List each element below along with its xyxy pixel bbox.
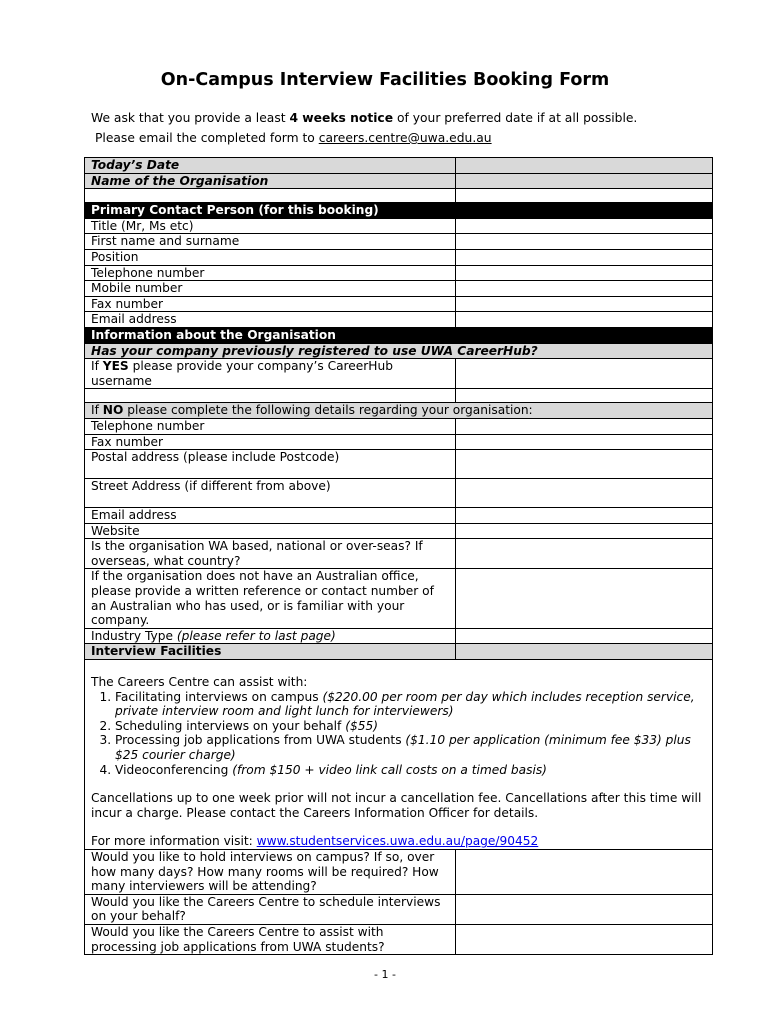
no-emphasis: NO	[102, 403, 124, 418]
schedule-interviews-question: Would you like the Careers Centre to schedule interviews on your behalf?	[85, 894, 456, 924]
wa-based-field[interactable]	[456, 539, 713, 569]
question-row	[85, 849, 713, 894]
spacer-cell	[456, 189, 713, 203]
notice-text-start: We ask that you provide a least	[91, 111, 290, 125]
facilities-info-row	[85, 660, 713, 850]
assist-intro: The Careers Centre can assist with:	[91, 675, 308, 690]
contact-row	[85, 312, 713, 328]
contact-position-label: Position	[85, 249, 456, 265]
org-field-row	[85, 418, 713, 434]
street-address-field[interactable]	[456, 479, 713, 508]
contact-name-label: First name and surname	[85, 234, 456, 250]
booking-form-table	[84, 157, 713, 955]
no-aus-office-label: If the organisation does not have an Australian office, please provide a written reference or contact number of an Australian who has used, or is familiar with your company.	[85, 569, 456, 628]
contact-row	[85, 265, 713, 281]
hold-interviews-question: Would you like to hold interviews on campus? If so, over how many days? How many rooms will be required? How many interviewers will be attending?	[85, 849, 456, 894]
org-field-row	[85, 450, 713, 479]
street-address-label: Street Address (if different from above)	[85, 479, 456, 508]
todays-date-row	[85, 158, 713, 174]
contact-row	[85, 218, 713, 234]
careerhub-question: Has your company previously registered to use UWA CareerHub?	[85, 343, 713, 359]
industry-row	[85, 628, 713, 644]
hold-interviews-answer[interactable]	[456, 849, 713, 894]
service-item	[115, 690, 706, 719]
careers-email-link[interactable]: careers.centre@uwa.edu.au	[318, 131, 492, 145]
service-note: ($55)	[345, 718, 379, 733]
email-instruction	[95, 131, 492, 145]
service-item	[115, 763, 706, 778]
org-field-row	[85, 479, 713, 508]
org-telephone-field[interactable]	[456, 418, 713, 434]
facilities-info	[85, 660, 713, 850]
website-label: Website	[85, 523, 456, 539]
careerhub-username-label	[85, 359, 456, 389]
org-email-label: Email address	[85, 508, 456, 524]
org-name-row	[85, 173, 713, 189]
contact-fax-label: Fax number	[85, 296, 456, 312]
spacer	[91, 820, 706, 834]
yes-emphasis: YES	[102, 359, 129, 374]
org-name-label: Name of the Organisation	[85, 173, 456, 189]
org-fax-label: Fax number	[85, 434, 456, 450]
service-text: Facilitating interviews on campus	[115, 689, 323, 704]
interview-facilities-empty	[456, 644, 713, 660]
org-info-title: Information about the Organisation	[85, 327, 713, 343]
contact-telephone-label: Telephone number	[85, 265, 456, 281]
org-info-header	[85, 327, 713, 343]
org-field-row	[85, 508, 713, 524]
spacer	[91, 777, 706, 791]
process-applications-question: Would you like the Careers Centre to assist with processing job applications from UWA students?	[85, 924, 456, 954]
page-number: - 1 -	[374, 968, 396, 981]
service-text: Scheduling interviews on your behalf	[115, 718, 346, 733]
contact-email-label: Email address	[85, 312, 456, 328]
contact-position-field[interactable]	[456, 249, 713, 265]
contact-email-field[interactable]	[456, 312, 713, 328]
service-item	[115, 719, 706, 734]
industry-type-text: Industry Type	[91, 628, 177, 643]
contact-title-field[interactable]	[456, 218, 713, 234]
postal-address-field[interactable]	[456, 450, 713, 479]
interview-facilities-title: Interview Facilities	[85, 644, 456, 660]
if-yes-prefix: If	[91, 359, 103, 374]
if-no-prefix: If	[91, 403, 103, 418]
industry-type-note: (please refer to last page)	[176, 628, 336, 643]
primary-contact-header	[85, 203, 713, 219]
email-instruction-text: Please email the completed form to	[95, 131, 319, 145]
contact-row	[85, 249, 713, 265]
org-name-field[interactable]	[456, 173, 713, 189]
website-field[interactable]	[456, 523, 713, 539]
contact-telephone-field[interactable]	[456, 265, 713, 281]
more-info-text: For more information visit:	[91, 834, 257, 849]
service-item	[115, 733, 706, 762]
wa-based-label: Is the organisation WA based, national or over-seas? If overseas, what country?	[85, 539, 456, 569]
org-telephone-label: Telephone number	[85, 418, 456, 434]
org-field-row	[85, 523, 713, 539]
more-info-link[interactable]: www.studentservices.uwa.edu.au/page/90452	[256, 834, 539, 849]
primary-contact-title: Primary Contact Person (for this booking)	[85, 203, 713, 219]
service-note: (from $150 + video link call costs on a timed basis)	[232, 762, 547, 777]
if-no-text: please complete the following details regarding your organisation:	[123, 403, 533, 418]
org-field-row	[85, 539, 713, 569]
spacer-cell	[85, 189, 456, 203]
page-title: On-Campus Interview Facilities Booking Form	[160, 70, 610, 90]
process-applications-answer[interactable]	[456, 924, 713, 954]
industry-type-field[interactable]	[456, 628, 713, 644]
postal-address-label: Postal address (please include Postcode)	[85, 450, 456, 479]
notice-text-end: of your preferred date if at all possible.	[393, 111, 638, 125]
spacer-cell	[456, 389, 713, 403]
industry-type-label	[85, 628, 456, 644]
question-row	[85, 924, 713, 954]
spacer-row	[85, 389, 713, 403]
more-info	[91, 834, 706, 849]
if-no-instruction	[85, 403, 713, 419]
services-list	[91, 690, 706, 778]
service-note: ($220.00 per room per day which includes reception service, private interview room and light lunch for interviewers)	[115, 689, 695, 719]
notice-bold: 4 weeks notice	[289, 111, 394, 125]
contact-mobile-field[interactable]	[456, 281, 713, 297]
contact-fax-field[interactable]	[456, 296, 713, 312]
service-text: Processing job applications from UWA students	[115, 733, 406, 748]
org-email-field[interactable]	[456, 508, 713, 524]
service-text: Videoconferencing	[115, 762, 233, 777]
careerhub-username-field[interactable]	[456, 359, 713, 389]
contact-mobile-label: Mobile number	[85, 281, 456, 297]
notice-text	[91, 111, 637, 125]
careerhub-question-row	[85, 343, 713, 359]
no-aus-office-field[interactable]	[456, 569, 713, 628]
schedule-interviews-answer[interactable]	[456, 894, 713, 924]
interview-facilities-header	[85, 644, 713, 660]
if-no-row	[85, 403, 713, 419]
org-field-row	[85, 434, 713, 450]
contact-title-label: Title (Mr, Ms etc)	[85, 218, 456, 234]
org-field-row	[85, 569, 713, 628]
contact-row	[85, 234, 713, 250]
contact-row	[85, 281, 713, 297]
service-note: ($1.10 per application (minimum fee $33) plus $25 courier charge)	[115, 733, 691, 762]
question-row	[85, 894, 713, 924]
spacer-cell	[85, 389, 456, 403]
todays-date-field[interactable]	[456, 158, 713, 174]
cancellation-policy: Cancellations up to one week prior will not incur a cancellation fee. Cancellations after this time will incur a charge. Please contact the Careers Information Officer for details.	[91, 791, 702, 820]
careerhub-username-row	[85, 359, 713, 389]
spacer-row	[85, 189, 713, 203]
contact-name-field[interactable]	[456, 234, 713, 250]
contact-row	[85, 296, 713, 312]
if-yes-text: please provide your company’s CareerHub username	[91, 359, 393, 388]
todays-date-label: Today’s Date	[85, 158, 456, 174]
org-fax-field[interactable]	[456, 434, 713, 450]
